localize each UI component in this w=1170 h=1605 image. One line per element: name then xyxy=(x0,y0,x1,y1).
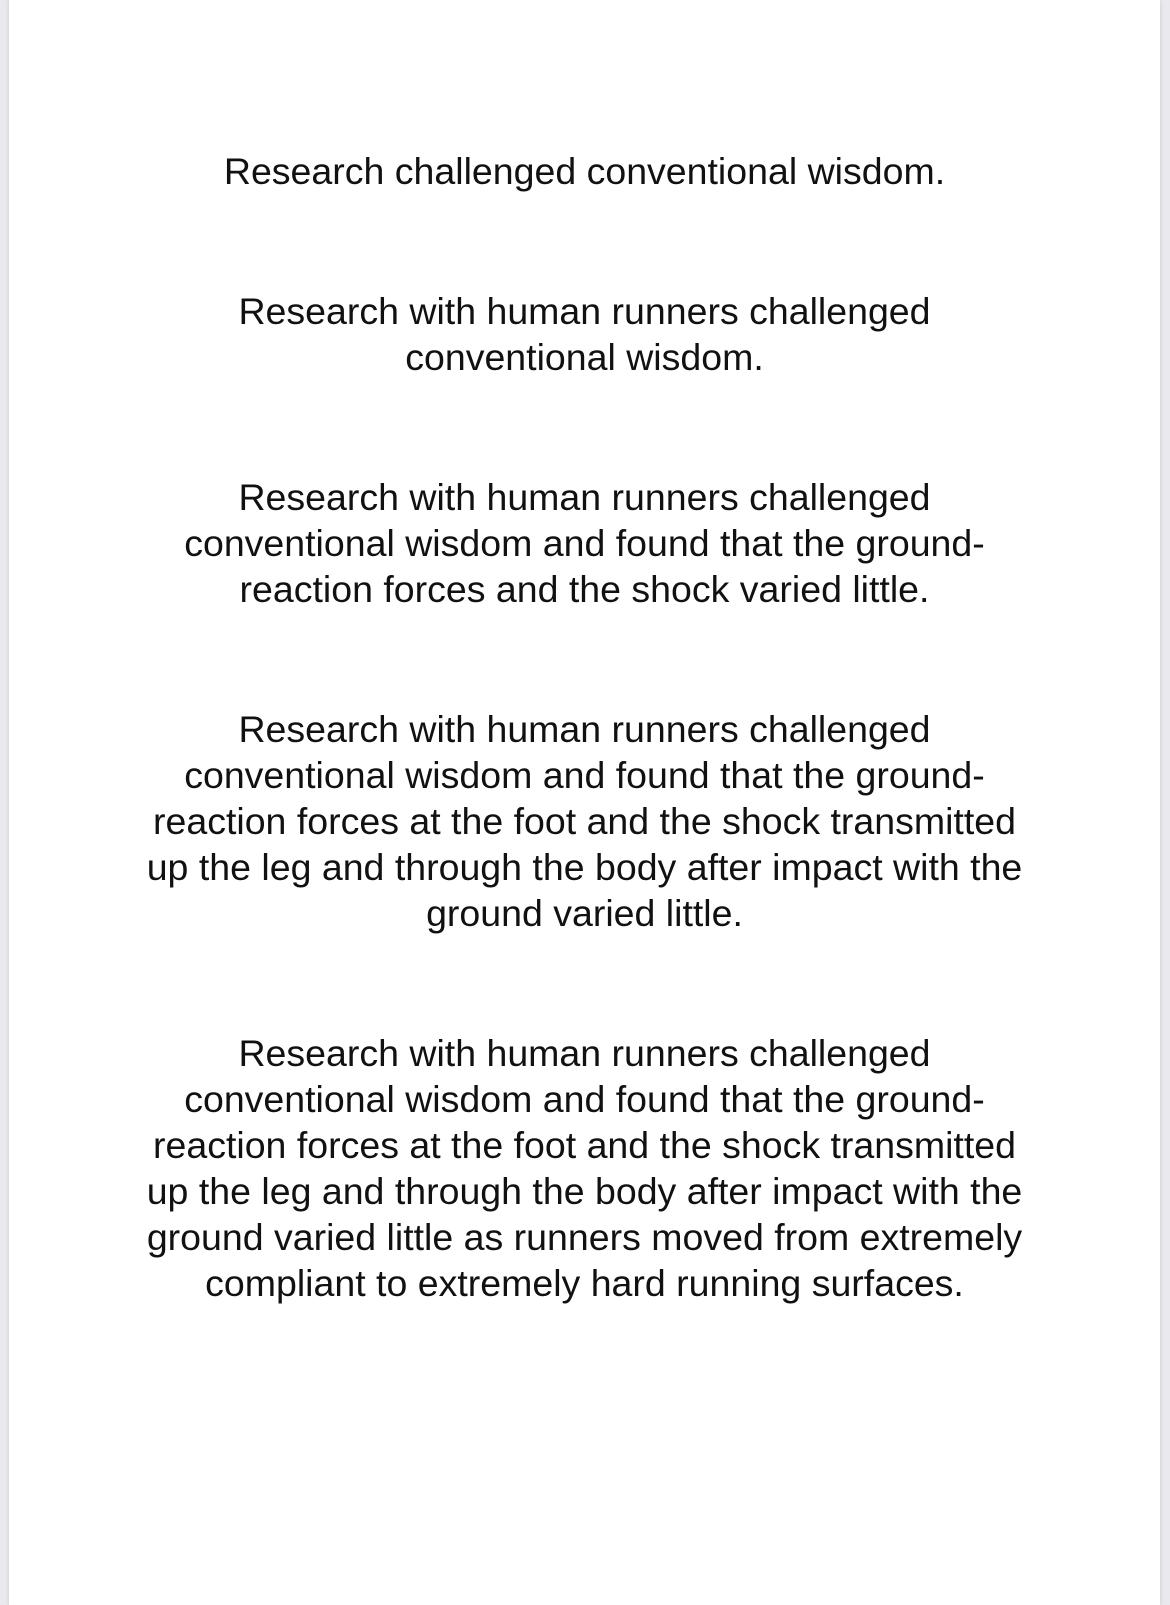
paragraph-line: conventional wisdom and found that the ground- xyxy=(184,754,985,796)
paragraph-line: ground varied little. xyxy=(426,892,743,934)
paragraph-line: ground varied little as runners moved from extremely xyxy=(146,1216,1023,1258)
paragraph-line: Research challenged conventional wisdom. xyxy=(223,150,946,192)
paragraph-line: compliant to extremely hard running surfaces. xyxy=(205,1262,964,1304)
paragraph-4 xyxy=(9,706,1160,936)
paragraph-line: up the leg and through the body after impact with the xyxy=(146,1170,1023,1212)
paragraph-1 xyxy=(9,148,1160,194)
paragraph-line: reaction forces at the foot and the shock transmitted xyxy=(153,800,1016,842)
paragraph-5 xyxy=(9,1030,1160,1306)
paragraph-line: up the leg and through the body after impact with the xyxy=(146,846,1023,888)
paragraph-line: conventional wisdom and found that the ground- xyxy=(184,1078,985,1120)
paragraph-line: reaction forces and the shock varied little. xyxy=(239,568,930,610)
paragraph-line: conventional wisdom. xyxy=(405,336,764,378)
paragraph-line: reaction forces at the foot and the shock transmitted xyxy=(153,1124,1016,1166)
document-page xyxy=(9,0,1160,1605)
paragraph-line: Research with human runners challenged xyxy=(238,476,931,518)
paragraph-line: Research with human runners challenged xyxy=(238,1032,931,1074)
paragraph-3 xyxy=(9,474,1160,612)
paragraph-line: Research with human runners challenged xyxy=(238,708,931,750)
paragraph-2 xyxy=(9,288,1160,380)
paragraph-line: conventional wisdom and found that the ground- xyxy=(184,522,985,564)
paragraph-line: Research with human runners challenged xyxy=(238,290,931,332)
